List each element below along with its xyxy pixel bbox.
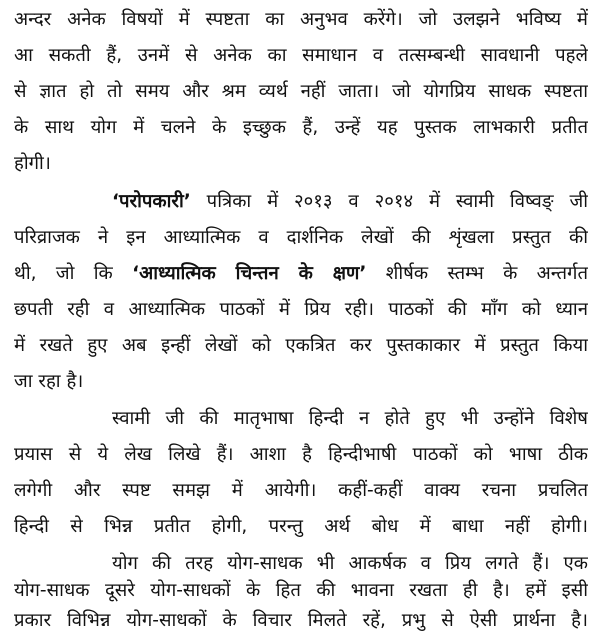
text-line: परिव्राजक ने इन आध्यात्मिक व दार्शनिक लेखों की शृंखला प्रस्तुत की <box>14 227 588 248</box>
text-line: आ सकती हैं, उनमें से अनेक का समाधान व तत्सम्बन्धी सावधानी पहले <box>14 45 588 66</box>
text-segment: पत्रिका में २०१३ व २०१४ में स्वामी विष्वङ् जी <box>190 191 588 212</box>
text-line: स्वामी जी की मातृभाषा हिन्दी न होते हुए भी उन्होंने विशेष <box>112 408 588 429</box>
text-line: योग-साधक दूसरे योग-साधकों के हित की भावना रखता ही है। हमें इसी <box>14 580 588 601</box>
text-line: छपती रही व आध्यात्मिक पाठकों में प्रिय रही। पाठकों की माँग को ध्यान <box>14 299 588 320</box>
text-line: से ज्ञात हो तो समय और श्रम व्यर्थ नहीं जाता। जो योगप्रिय साधक स्पष्टता <box>14 81 588 102</box>
text-line: में रखते हुए अब इन्हीं लेखों को एकत्रित कर पुस्तकाकार में प्रस्तुत किया <box>14 335 588 356</box>
text-line <box>14 184 588 220</box>
text-line: प्रकार विभिन्न योग-साधकों के विचार मिलते रहें, प्रभु से ऐसी प्रार्थना है। <box>14 610 588 631</box>
text-line: जा रहा है। <box>14 371 84 392</box>
text-segment: थी, जो कि <box>14 263 133 284</box>
text-line <box>14 256 588 292</box>
text-line: योग की तरह योग-साधक भी आकर्षक व प्रिय लगते हैं। एक <box>112 553 588 574</box>
text-line: प्रयास से ये लेख लिखे हैं। आशा है हिन्दीभाषी पाठकों को भाषा ठीक <box>14 444 588 465</box>
text-line: होगी। <box>14 153 51 174</box>
text-line: के साथ योग में चलने के इच्छुक हैं, उन्हें यह पुस्तक लाभकारी प्रतीत <box>14 117 588 138</box>
text-line: हिन्दी से भिन्न प्रतीत होगी, परन्तु अर्थ बोध में बाधा नहीं होगी। <box>14 516 588 537</box>
text-line: अन्दर अनेक विषयों में स्पष्टता का अनुभव करेंगे। जो उलझने भविष्य में <box>14 9 588 30</box>
magazine-name: ‘परोपकारी’ <box>112 191 191 212</box>
text-segment: शीर्षक स्तम्भ के अन्तर्गत <box>366 263 588 284</box>
text-line: लगेगी और स्पष्ट समझ में आयेगी। कहीं-कहीं वाक्य रचना प्रचलित <box>14 480 588 501</box>
column-title: ‘आध्यात्मिक चिन्तन के क्षण’ <box>132 263 367 284</box>
